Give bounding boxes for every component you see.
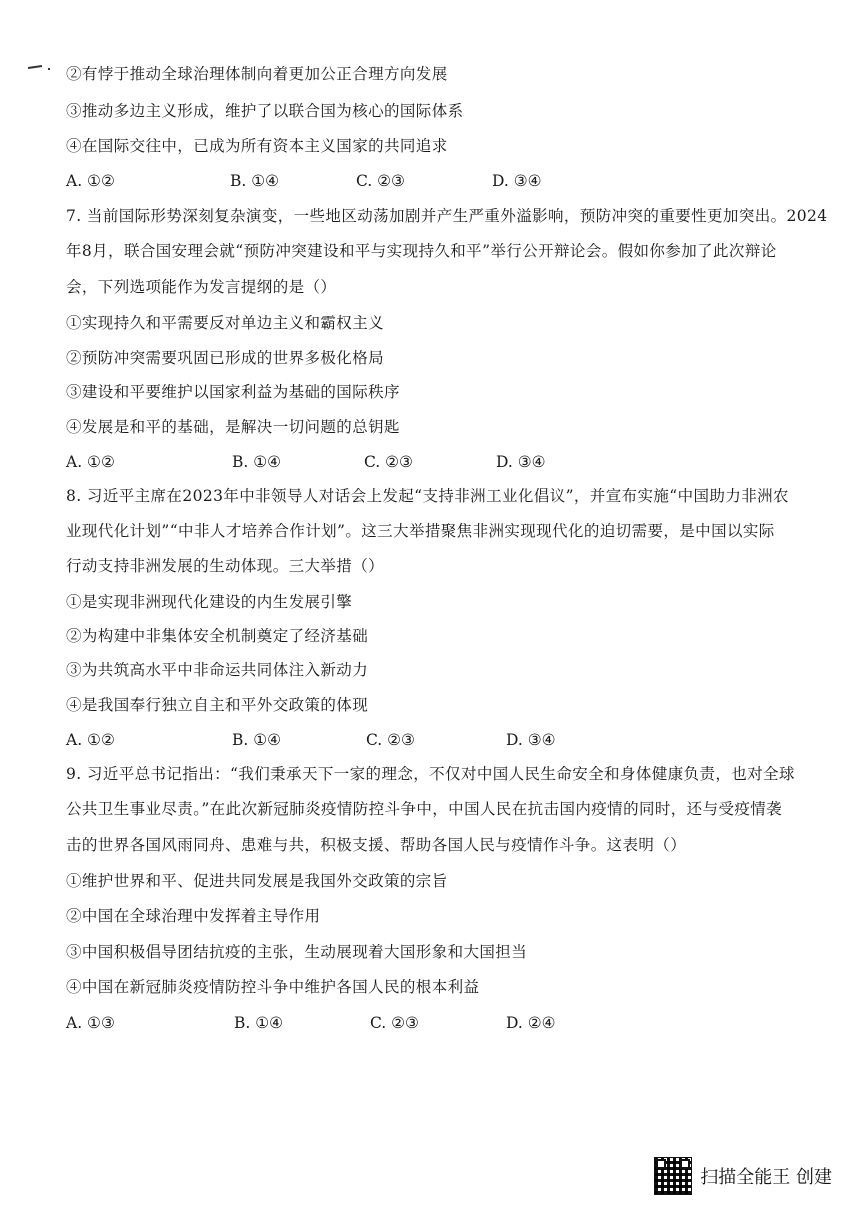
- option-b: B. ①④: [234, 1014, 284, 1032]
- option-a: A. ①②: [66, 731, 115, 749]
- option-c: C. ②③: [370, 1014, 419, 1032]
- question-8-line: 业现代化计划”“中非人才培养合作计划”。这三大举措聚焦非洲实现现代化的迫切需要，是中国以实际: [66, 522, 775, 540]
- text-line: ③建设和平要维护以国家利益为基础的国际秩序: [66, 383, 400, 401]
- option-b: B. ①④: [232, 453, 282, 471]
- text-line: ④在国际交往中，已成为所有资本主义国家的共同追求: [66, 137, 448, 155]
- option-c: C. ②③: [364, 453, 413, 471]
- question-8-line: 8. 习近平主席在2023年中非领导人对话会上发起“支持非洲工业化倡议”，并宣布实施“中国助力非洲农: [66, 487, 789, 505]
- answer-options-q7: [66, 452, 826, 472]
- question-9-line: 击的世界各国风雨同舟、患难与共，积极支援、帮助各国人民与疫情作斗争。这表明（）: [66, 836, 687, 854]
- text-line: ③推动多边主义形成，维护了以联合国为核心的国际体系: [66, 102, 464, 120]
- option-b: B. ①④: [232, 731, 282, 749]
- answer-options-q6: [66, 171, 826, 191]
- question-7-line: 年8月，联合国安理会就“预防冲突建设和平与实现持久和平”举行公开辩论会。假如你参加了此次辩论: [66, 242, 777, 260]
- text-line: ①实现持久和平需要反对单边主义和霸权主义: [66, 314, 385, 332]
- option-c: C. ②③: [366, 731, 415, 749]
- option-a: A. ①③: [66, 1014, 115, 1032]
- text-line: ④中国在新冠肺炎疫情防控斗争中维护各国人民的根本利益: [66, 978, 480, 996]
- scan-speck: [48, 68, 50, 70]
- answer-options-q8: [66, 730, 826, 750]
- question-8-line: 行动支持非洲发展的生动体现。三大举措（）: [66, 557, 385, 575]
- text-line: ①是实现非洲现代化建设的内生发展引擎: [66, 593, 353, 611]
- option-d: D. ②④: [506, 1014, 556, 1032]
- option-a: A. ①②: [66, 453, 115, 471]
- qr-code-icon: [654, 1157, 692, 1195]
- question-7-line: 7. 当前国际形势深刻复杂演变，一些地区动荡加剧并产生严重外溢影响，预防冲突的重要性更加突出。2024: [66, 207, 828, 225]
- answer-options-q9: [66, 1013, 826, 1033]
- text-line: ②预防冲突需要巩固已形成的世界多极化格局: [66, 349, 385, 367]
- option-d: D. ③④: [496, 453, 546, 471]
- text-line: ②有悖于推动全球治理体制向着更加公正合理方向发展: [66, 65, 448, 83]
- text-line: ③为共筑高水平中非命运共同体注入新动力: [66, 661, 369, 679]
- question-9-line: 公共卫生事业尽责。”在此次新冠肺炎疫情防控斗争中，中国人民在抗击国内疫情的同时，还与受疫情袭: [66, 800, 783, 818]
- text-line: ①维护世界和平、促进共同发展是我国外交政策的宗旨: [66, 872, 448, 890]
- text-line: ②为构建中非集体安全机制奠定了经济基础: [66, 627, 369, 645]
- text-line: ④发展是和平的基础，是解决一切问题的总钥匙: [66, 418, 400, 436]
- scanner-watermark: [654, 1157, 832, 1195]
- text-line: ②中国在全球治理中发挥着主导作用: [66, 907, 321, 925]
- option-a: A. ①②: [66, 172, 115, 190]
- question-9-line: 9. 习近平总书记指出：“我们秉承天下一家的理念，不仅对中国人民生命安全和身体健康负责，也对全球: [66, 765, 795, 783]
- watermark-text: 扫描全能王 创建: [700, 1167, 832, 1188]
- option-d: D. ③④: [492, 172, 542, 190]
- text-line: ④是我国奉行独立自主和平外交政策的体现: [66, 696, 369, 714]
- option-d: D. ③④: [506, 731, 556, 749]
- option-c: C. ②③: [356, 172, 405, 190]
- scan-speck: [28, 65, 42, 69]
- question-7-line: 会，下列选项能作为发言提纲的是（）: [66, 278, 337, 296]
- text-line: ③中国积极倡导团结抗疫的主张，生动展现着大国形象和大国担当: [66, 943, 528, 961]
- option-b: B. ①④: [230, 172, 280, 190]
